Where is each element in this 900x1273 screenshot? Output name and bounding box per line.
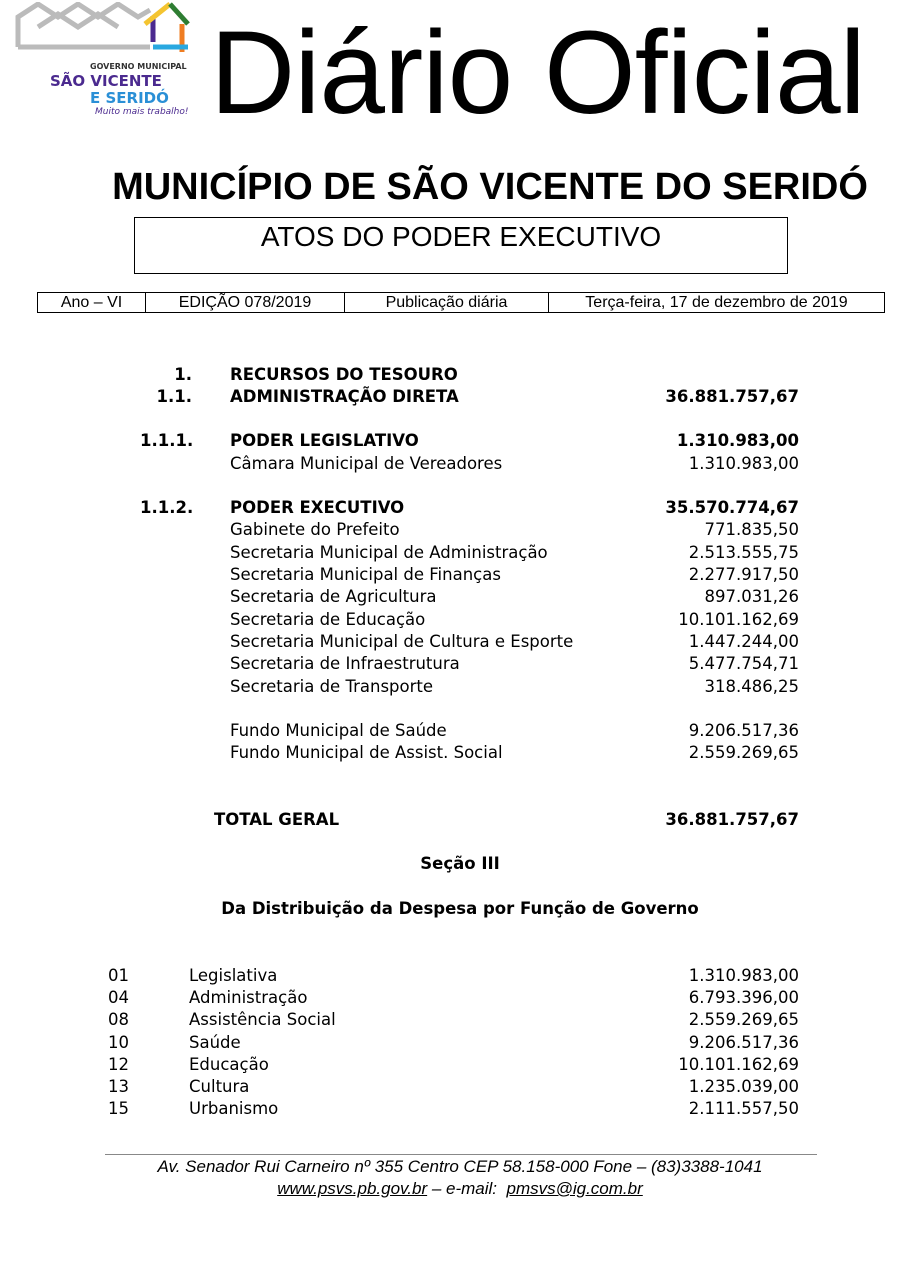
function-value: 1.235.039,00	[688, 1077, 799, 1096]
edition-cell: EDIÇÃO 078/2019	[146, 293, 345, 312]
budget-value: 2.277.917,50	[688, 565, 799, 584]
section-title: Seção III	[420, 854, 500, 873]
budget-value: 771.835,50	[704, 520, 799, 539]
budget-value: 9.206.517,36	[688, 721, 799, 740]
budget-value: 2.513.555,75	[688, 543, 799, 562]
budget-code: 1.1.1.	[140, 431, 194, 450]
function-value: 1.310.983,00	[688, 966, 799, 985]
budget-code: 1.1.2.	[140, 498, 194, 517]
budget-value: 318.486,25	[704, 677, 799, 696]
footer-divider	[105, 1154, 817, 1155]
budget-label: Secretaria de Infraestrutura	[230, 654, 460, 673]
function-label: Saúde	[189, 1032, 241, 1052]
budget-label: Secretaria de Educação	[230, 610, 426, 629]
date-cell: Terça-feira, 17 de dezembro de 2019	[585, 294, 848, 311]
function-code: 08	[108, 1010, 129, 1030]
municipal-logo: GOVERNO MUNICIPAL SÃO VICENTE E SERIDÓ Muito mais trabalho!	[10, 2, 190, 122]
budget-label: Secretaria Municipal de Administração	[230, 543, 548, 562]
function-value: 9.206.517,36	[688, 1032, 799, 1052]
budget-label: PODER LEGISLATIVO	[230, 431, 419, 450]
total-label: TOTAL GERAL	[214, 810, 340, 829]
total-value: 36.881.757,67	[665, 810, 799, 829]
function-label: Assistência Social	[189, 1010, 336, 1030]
footer-address: Av. Senador Rui Carneiro nº 355 Centro CEP 58.158-000 Fone – (83)3388-1041	[157, 1157, 763, 1176]
function-code: 15	[108, 1099, 129, 1119]
budget-label: Secretaria de Agricultura	[230, 587, 437, 606]
budget-label: RECURSOS DO TESOURO	[230, 365, 458, 384]
function-code: 04	[108, 988, 129, 1008]
budget-value: 1.447.244,00	[688, 632, 799, 651]
budget-label: ADMINISTRAÇÃO DIRETA	[230, 387, 459, 406]
section-subtitle: Da Distribuição da Despesa por Função de Governo	[221, 899, 699, 918]
page-title: Diário Oficial	[210, 7, 865, 139]
budget-value: 1.310.983,00	[688, 454, 799, 473]
budget-value: 897.031,26	[704, 587, 799, 606]
year-cell: Ano – VI	[38, 293, 146, 312]
budget-label: PODER EXECUTIVO	[230, 498, 405, 517]
budget-value: 2.559.269,65	[688, 743, 799, 762]
website-link[interactable]: www.psvs.pb.gov.br	[277, 1179, 428, 1198]
function-label: Educação	[189, 1054, 269, 1074]
budget-value: 1.310.983,00	[676, 431, 799, 450]
email-link[interactable]: pmsvs@ig.com.br	[506, 1179, 643, 1198]
budget-label: Câmara Municipal de Vereadores	[230, 454, 503, 473]
function-code: 12	[108, 1054, 129, 1074]
budget-value: 10.101.162,69	[678, 610, 799, 629]
budget-label: Fundo Municipal de Saúde	[230, 721, 447, 740]
budget-value: 5.477.754,71	[688, 654, 799, 673]
function-code: 10	[108, 1032, 129, 1052]
function-value: 2.111.557,50	[688, 1099, 799, 1119]
function-value: 2.559.269,65	[688, 1010, 799, 1030]
budget-label: Secretaria Municipal de Cultura e Esporte	[230, 632, 574, 651]
houses-logo-icon	[10, 2, 190, 62]
budget-code: 1.	[174, 365, 192, 384]
municipality-heading: MUNICÍPIO DE SÃO VICENTE DO SERIDÓ	[112, 166, 868, 208]
budget-label: Secretaria de Transporte	[230, 677, 434, 696]
function-label: Urbanismo	[189, 1099, 279, 1119]
budget-label: Gabinete do Prefeito	[230, 520, 400, 539]
function-value: 10.101.162,69	[678, 1054, 799, 1074]
function-label: Cultura	[189, 1077, 250, 1096]
budget-label: Secretaria Municipal de Finanças	[230, 565, 501, 584]
info-bar	[37, 292, 885, 313]
email-label: – e-mail:	[427, 1179, 507, 1198]
function-label: Legislativa	[189, 966, 278, 985]
budget-label: Fundo Municipal de Assist. Social	[230, 743, 503, 762]
budget-value: 35.570.774,67	[665, 498, 799, 517]
frequency-cell: Publicação diária	[345, 293, 549, 312]
section-box: ATOS DO PODER EXECUTIVO	[134, 217, 788, 274]
function-value: 6.793.396,00	[688, 988, 799, 1008]
function-code: 01	[108, 966, 129, 985]
budget-code: 1.1.	[156, 387, 192, 406]
footer-contact	[0, 1179, 900, 1199]
budget-value: 36.881.757,67	[665, 387, 799, 406]
function-code: 13	[108, 1077, 129, 1096]
function-label: Administração	[189, 988, 308, 1008]
